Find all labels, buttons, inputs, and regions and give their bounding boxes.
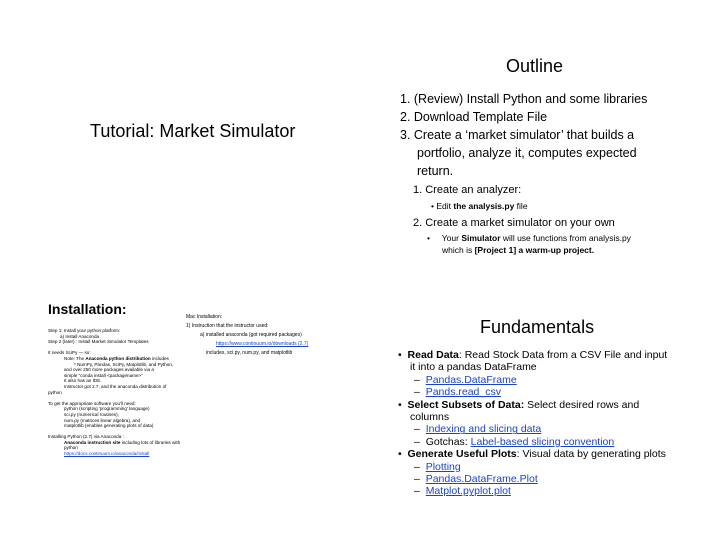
install-right-text: Mac Installation: 1) Instruction that the instructor used: a) installed anaconda (got required packages) https://www.continuum.io/downloads (2.7) includes, sci.py, num.py, and matplotlib: [186, 314, 309, 356]
outline-item-cont: portfolio, analyze it, computes expected: [417, 146, 637, 160]
bullet-dot: •: [427, 233, 442, 243]
label-slicing-link[interactable]: Label-based slicing convention: [470, 435, 615, 448]
outline-sub1: 1. Create an analyzer:: [413, 184, 522, 196]
pandas-read-csv-link[interactable]: Pands.read_csv: [425, 386, 501, 399]
bullet-dot: •: [398, 448, 408, 461]
indexing-slicing-link[interactable]: Indexing and slicing data: [425, 423, 542, 436]
bullet-dot: •: [398, 398, 408, 411]
pandas-dataframe-link[interactable]: Pandas.DataFrame: [425, 373, 517, 386]
slide2-title: Outline: [506, 56, 564, 76]
outline-sub1-bullet: • Edit the analysis.py file: [431, 201, 528, 211]
bullet-read-data: • Read Data: Read Stock Data from a CSV File and input: [398, 349, 668, 361]
anaconda-install-link[interactable]: https://docs.continuum.io/anaconda/install: [64, 451, 150, 457]
slide4-title: Fundamentals: [480, 317, 595, 337]
outline-sub2-bullet: • Your Simulator will use functions from analysis.py which is [Project 1] a warm-up project.: [427, 233, 631, 255]
fundamentals-list: • Read Data: Read Stock Data from a CSV File and input it into a pandas DataFrame – Pandas.DataFrame – Pands.read_csv • Select Subsets of Data: Select desired rows and columns – Indexing and slicing data – Gotchas: Label-based slicing convention • Generate Useful Plots: Visual data by generating plots – Plotting – Pandas.DataFrame.Plot – Matplot.pyplot.plot: [398, 349, 668, 498]
outline-sub2: 2. Create a market simulator on your own: [413, 217, 615, 229]
outline-item: 3. Create a ‘market simulator’ that builds a: [400, 128, 635, 142]
slide3-title: Installation:: [48, 301, 127, 317]
outline-list: [400, 90, 647, 256]
bullet-dot: •: [431, 201, 437, 211]
slide1-title: Tutorial: Market Simulator: [90, 121, 296, 141]
bullet-select-subsets: • Select Subsets of Data: Select desired rows and: [398, 398, 640, 411]
continuum-download-link[interactable]: https://www.continuum.io/downloads (2.7): [216, 341, 309, 347]
install-left-text: Step 1: Install your python platform: a) Install Anaconda Step 2 (later) : Install Market Simulator Templates It needs SciPy — so: Note: The Anaconda python distribution includes * NumPy, Pandas, SciPy, Matplotlib, and Python, and over 250 more packages available via a simple "conda install <packagename>" It also has an IDE. Instructor got 2.7, and the anaconda distribution of python To get the appropriate software you'll need: python (scripting 'programming' language) sci.py (numerical routines), num.py (matrices linear algebra), and matplotlib (enables generating plots of data) Installing Python (2.7) via Anaconda : Anaconda instruction site including lots of libraries with python https://docs.continuum.io/anaconda/install: [48, 328, 181, 457]
outline-item: 2. Download Template File: [400, 110, 548, 124]
pyplot-plot-link[interactable]: Matplot.pyplot.plot: [425, 485, 511, 498]
bullet-generate-plots: • Generate Useful Plots: Visual data by generating plots: [398, 448, 666, 461]
outline-item: 1. (Review) Install Python and some libraries: [400, 92, 648, 106]
bullet-dot: •: [398, 349, 408, 361]
dataframe-plot-link[interactable]: Pandas.DataFrame.Plot: [425, 473, 538, 486]
outline-item-cont: return.: [417, 164, 454, 178]
plotting-link[interactable]: Plotting: [425, 460, 461, 473]
